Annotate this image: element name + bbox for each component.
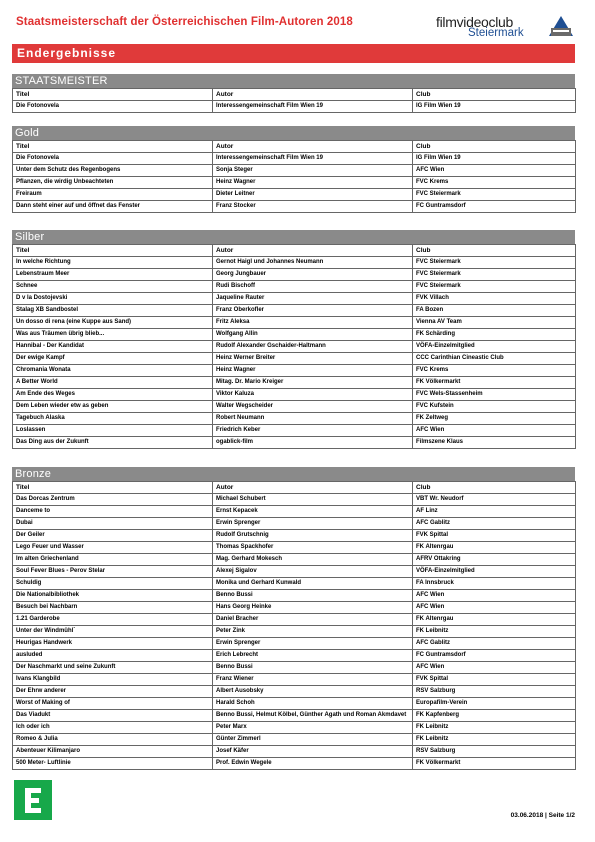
page-title: Staatsmeisterschaft der Österreichischen Film-Autoren 2018 — [16, 16, 353, 28]
cell-club: FVK Spittal — [413, 530, 576, 542]
table-row — [13, 317, 576, 329]
cell-titel: Worst of Making of — [13, 698, 213, 710]
cell-autor: Heinz Wagner — [213, 177, 413, 189]
table-row — [13, 153, 576, 165]
cell-club: AFC Wien — [413, 165, 576, 177]
cell-titel: Romeo & Julia — [13, 734, 213, 746]
cell-autor: Alexej Sigalov — [213, 566, 413, 578]
cell-club: IG Film Wien 19 — [413, 101, 576, 113]
cell-club: FK Leibnitz — [413, 626, 576, 638]
table-row — [13, 189, 576, 201]
cell-club: FVC Steiermark — [413, 257, 576, 269]
cell-club: CCC Carinthian Cineastic Club — [413, 353, 576, 365]
cell-titel: Der Naschmarkt und seine Zukunft — [13, 662, 213, 674]
cell-autor: Thomas Spackhofer — [213, 542, 413, 554]
cell-titel: Im alten Griechenland — [13, 554, 213, 566]
cell-club: FK Zeltweg — [413, 413, 576, 425]
cell-club: FC Guntramsdorf — [413, 650, 576, 662]
table-row — [13, 530, 576, 542]
table-row — [13, 269, 576, 281]
cell-autor: Erwin Sprenger — [213, 518, 413, 530]
cell-autor: Mag. Gerhard Mokesch — [213, 554, 413, 566]
cell-club: AFC Gablitz — [413, 638, 576, 650]
table-row — [13, 566, 576, 578]
cell-club: FK Altenrgau — [413, 542, 576, 554]
cell-club: AFC Gablitz — [413, 518, 576, 530]
table-row — [13, 437, 576, 449]
cell-club: AFC Wien — [413, 602, 576, 614]
table-row — [13, 674, 576, 686]
emblem-icon — [548, 15, 574, 39]
cell-titel: Der Geiler — [13, 530, 213, 542]
banner-label: Endergebnisse — [17, 46, 117, 60]
section-heading: STAATSMEISTER — [12, 74, 575, 88]
column-header-club: Club — [413, 89, 576, 101]
cell-club: FK Völkermarkt — [413, 377, 576, 389]
cell-titel: Danceme to — [13, 506, 213, 518]
column-header-autor: Autor — [213, 245, 413, 257]
cell-club: FVC Wels-Stassenheim — [413, 389, 576, 401]
section-gold — [12, 126, 575, 213]
table-row — [13, 506, 576, 518]
cell-club: FVC Steiermark — [413, 189, 576, 201]
cell-autor: Rudi Bischoff — [213, 281, 413, 293]
cell-autor: Franz Oberkofler — [213, 305, 413, 317]
cell-titel: Heurigas Handwerk — [13, 638, 213, 650]
table-row — [13, 746, 576, 758]
table-row — [13, 365, 576, 377]
cell-autor: Wolfgang Allin — [213, 329, 413, 341]
cell-club: Vienna AV Team — [413, 317, 576, 329]
cell-club: FK Völkermarkt — [413, 758, 576, 770]
cell-club: FVC Steiermark — [413, 269, 576, 281]
cell-club: FVK Spittal — [413, 674, 576, 686]
table-row — [13, 650, 576, 662]
cell-titel: ausluded — [13, 650, 213, 662]
section-bronze — [12, 467, 575, 770]
cell-club: FK Leibnitz — [413, 722, 576, 734]
table-row — [13, 710, 576, 722]
table-header-row — [13, 89, 576, 101]
cell-titel: Lego Feuer und Wasser — [13, 542, 213, 554]
cell-club: AFC Wien — [413, 590, 576, 602]
cell-club: AFC Wien — [413, 662, 576, 674]
table-row — [13, 101, 576, 113]
column-header-club: Club — [413, 482, 576, 494]
results-table — [12, 244, 576, 449]
results-table — [12, 481, 576, 770]
cell-autor: Sonja Steger — [213, 165, 413, 177]
table-row — [13, 305, 576, 317]
cell-autor: Erich Lebrecht — [213, 650, 413, 662]
table-row — [13, 734, 576, 746]
cell-club: AFRV Ottakring — [413, 554, 576, 566]
cell-club: AF Linz — [413, 506, 576, 518]
cell-titel: Das Dorcas Zentrum — [13, 494, 213, 506]
table-row — [13, 165, 576, 177]
cell-titel: Lebenstraum Meer — [13, 269, 213, 281]
cell-club: VÖFA-Einzelmitglied — [413, 341, 576, 353]
cell-titel: Der Ehrw anderer — [13, 686, 213, 698]
cell-titel: Ivans Klangbild — [13, 674, 213, 686]
cell-autor: Mitag. Dr. Mario Kreiger — [213, 377, 413, 389]
cell-autor: Albert Ausobsky — [213, 686, 413, 698]
cell-titel: Dann steht einer auf und öffnet das Fenster — [13, 201, 213, 213]
table-row — [13, 686, 576, 698]
cell-club: IG Film Wien 19 — [413, 153, 576, 165]
cell-club: RSV Salzburg — [413, 746, 576, 758]
section-heading: Gold — [12, 126, 575, 140]
cell-club: FVC Steiermark — [413, 281, 576, 293]
cell-autor: Dieter Leitner — [213, 189, 413, 201]
table-row — [13, 341, 576, 353]
cell-autor: Peter Zink — [213, 626, 413, 638]
logo-wordmark: filmvideoclub — [436, 14, 514, 30]
cell-club: FC Guntramsdorf — [413, 201, 576, 213]
table-row — [13, 293, 576, 305]
column-header-autor: Autor — [213, 89, 413, 101]
cell-club: FK Schärding — [413, 329, 576, 341]
table-row — [13, 542, 576, 554]
cell-autor: Rudolf Grutschnig — [213, 530, 413, 542]
table-row — [13, 353, 576, 365]
cell-autor: Günter Zimmerl — [213, 734, 413, 746]
table-row — [13, 518, 576, 530]
cell-autor: Heinz Wagner — [213, 365, 413, 377]
table-row — [13, 758, 576, 770]
cell-autor: Monika und Gerhard Kunwald — [213, 578, 413, 590]
column-header-autor: Autor — [213, 141, 413, 153]
cell-titel: Schuldig — [13, 578, 213, 590]
cell-autor: Robert Neumann — [213, 413, 413, 425]
cell-titel: Dem Leben wieder etw as geben — [13, 401, 213, 413]
cell-club: FA Innsbruck — [413, 578, 576, 590]
table-row — [13, 662, 576, 674]
cell-autor: Benno Bussi — [213, 590, 413, 602]
table-row — [13, 722, 576, 734]
cell-titel: Chromania Wonata — [13, 365, 213, 377]
table-row — [13, 614, 576, 626]
cell-autor: Prof. Edwin Wegele — [213, 758, 413, 770]
cell-titel: Das Ding aus der Zukunft — [13, 437, 213, 449]
cell-titel: Tagebuch Alaska — [13, 413, 213, 425]
cell-titel: Was aus Träumen übrig blieb... — [13, 329, 213, 341]
cell-titel: Abenteuer Kilimanjaro — [13, 746, 213, 758]
cell-club: RSV Salzburg — [413, 686, 576, 698]
cell-club: FK Kapfenberg — [413, 710, 576, 722]
table-row — [13, 602, 576, 614]
column-header-titel: Titel — [13, 89, 213, 101]
cell-titel: Das Viadukt — [13, 710, 213, 722]
cell-titel: In welche Richtung — [13, 257, 213, 269]
cell-club: FK Leibnitz — [413, 734, 576, 746]
cell-club: FVC Krems — [413, 365, 576, 377]
column-header-club: Club — [413, 245, 576, 257]
cell-club: VBT Wr. Neudorf — [413, 494, 576, 506]
column-header-autor: Autor — [213, 482, 413, 494]
table-row — [13, 626, 576, 638]
cell-titel: Schnee — [13, 281, 213, 293]
cell-titel: Ich oder ich — [13, 722, 213, 734]
cell-autor: Franz Stocker — [213, 201, 413, 213]
table-row — [13, 201, 576, 213]
cell-autor: Benno Bussi, Helmut Kölbel, Günther Agath und Roman Akmdavet — [213, 710, 413, 722]
section-silber — [12, 230, 575, 449]
table-row — [13, 377, 576, 389]
table-row — [13, 590, 576, 602]
cell-titel: Die Fotonovela — [13, 153, 213, 165]
club-logo — [434, 14, 574, 42]
cell-autor: Gernot Haigl und Johannes Neumann — [213, 257, 413, 269]
table-row — [13, 413, 576, 425]
table-row — [13, 257, 576, 269]
cell-autor: Walter Wegscheider — [213, 401, 413, 413]
table-row — [13, 401, 576, 413]
cell-club: FVC Kufstein — [413, 401, 576, 413]
cell-titel: Hannibal - Der Kandidat — [13, 341, 213, 353]
cell-club: FVK Villach — [413, 293, 576, 305]
cell-titel: Am Ende des Weges — [13, 389, 213, 401]
table-header-row — [13, 482, 576, 494]
column-header-titel: Titel — [13, 245, 213, 257]
table-row — [13, 578, 576, 590]
cell-club: FA Bozen — [413, 305, 576, 317]
cell-club: FVC Krems — [413, 177, 576, 189]
column-header-titel: Titel — [13, 482, 213, 494]
cell-autor: ogablick-film — [213, 437, 413, 449]
table-row — [13, 425, 576, 437]
cell-autor: Josef Käfer — [213, 746, 413, 758]
cell-titel: D v la Dostojevski — [13, 293, 213, 305]
cell-autor: Ernst Kepacek — [213, 506, 413, 518]
cell-titel: Loslassen — [13, 425, 213, 437]
cell-titel: 500 Meter- Luftlinie — [13, 758, 213, 770]
table-row — [13, 494, 576, 506]
results-table — [12, 88, 576, 113]
table-row — [13, 177, 576, 189]
cell-autor: Heinz Werner Breiter — [213, 353, 413, 365]
cell-titel: Unter dem Schutz des Regenbogens — [13, 165, 213, 177]
cell-titel: Unter der Windmühl´ — [13, 626, 213, 638]
cell-autor: Hans Georg Heinke — [213, 602, 413, 614]
table-header-row — [13, 245, 576, 257]
cell-club: VÖFA-Einzelmitglied — [413, 566, 576, 578]
cell-autor: Daniel Bracher — [213, 614, 413, 626]
cell-titel: Un dosso di rena (eine Kuppe aus Sand) — [13, 317, 213, 329]
results-table — [12, 140, 576, 213]
cell-autor: Viktor Kaluza — [213, 389, 413, 401]
table-row — [13, 638, 576, 650]
cell-autor: Friedrich Keber — [213, 425, 413, 437]
cell-autor: Harald Schoh — [213, 698, 413, 710]
table-row — [13, 389, 576, 401]
section-heading: Silber — [12, 230, 575, 244]
section-staatsmeister — [12, 74, 575, 113]
table-row — [13, 698, 576, 710]
results-banner — [12, 44, 575, 63]
cell-titel: Freiraum — [13, 189, 213, 201]
cell-autor: Benno Bussi — [213, 662, 413, 674]
table-row — [13, 554, 576, 566]
cell-titel: Besuch bei Nachbarn — [13, 602, 213, 614]
cell-titel: Pflanzen, die wirdig Unbeachteten — [13, 177, 213, 189]
cell-autor: Peter Marx — [213, 722, 413, 734]
column-header-titel: Titel — [13, 141, 213, 153]
cell-autor: Georg Jungbauer — [213, 269, 413, 281]
e-logo-icon — [14, 780, 52, 820]
table-header-row — [13, 141, 576, 153]
cell-autor: Michael Schubert — [213, 494, 413, 506]
cell-club: AFC Wien — [413, 425, 576, 437]
cell-autor: Interessengemeinschaft Film Wien 19 — [213, 153, 413, 165]
cell-autor: Erwin Sprenger — [213, 638, 413, 650]
table-row — [13, 329, 576, 341]
cell-titel: A Better World — [13, 377, 213, 389]
page-header — [12, 14, 580, 42]
footer-date-page: 03.06.2018 | Seite 1/2 — [510, 812, 575, 819]
cell-titel: Der ewige Kampf — [13, 353, 213, 365]
cell-autor: Fritz Aleksa — [213, 317, 413, 329]
cell-titel: Stalag XB Sandbostel — [13, 305, 213, 317]
cell-autor: Interessengemeinschaft Film Wien 19 — [213, 101, 413, 113]
section-heading: Bronze — [12, 467, 575, 481]
cell-club: Filmszene Klaus — [413, 437, 576, 449]
logo-region: Steiermark — [468, 27, 524, 39]
cell-autor: Franz Wiener — [213, 674, 413, 686]
cell-titel: Dubai — [13, 518, 213, 530]
cell-autor: Jaqueline Rauter — [213, 293, 413, 305]
cell-autor: Rudolf Alexander Gschaider-Haltmann — [213, 341, 413, 353]
column-header-club: Club — [413, 141, 576, 153]
cell-titel: Soul Fever Blues - Perov Stelar — [13, 566, 213, 578]
cell-club: FK Altenrgau — [413, 614, 576, 626]
cell-titel: Die Nationalbibliothek — [13, 590, 213, 602]
cell-club: Europafilm-Verein — [413, 698, 576, 710]
cell-titel: 1.21 Garderobe — [13, 614, 213, 626]
cell-titel: Die Fotonovela — [13, 101, 213, 113]
table-row — [13, 281, 576, 293]
